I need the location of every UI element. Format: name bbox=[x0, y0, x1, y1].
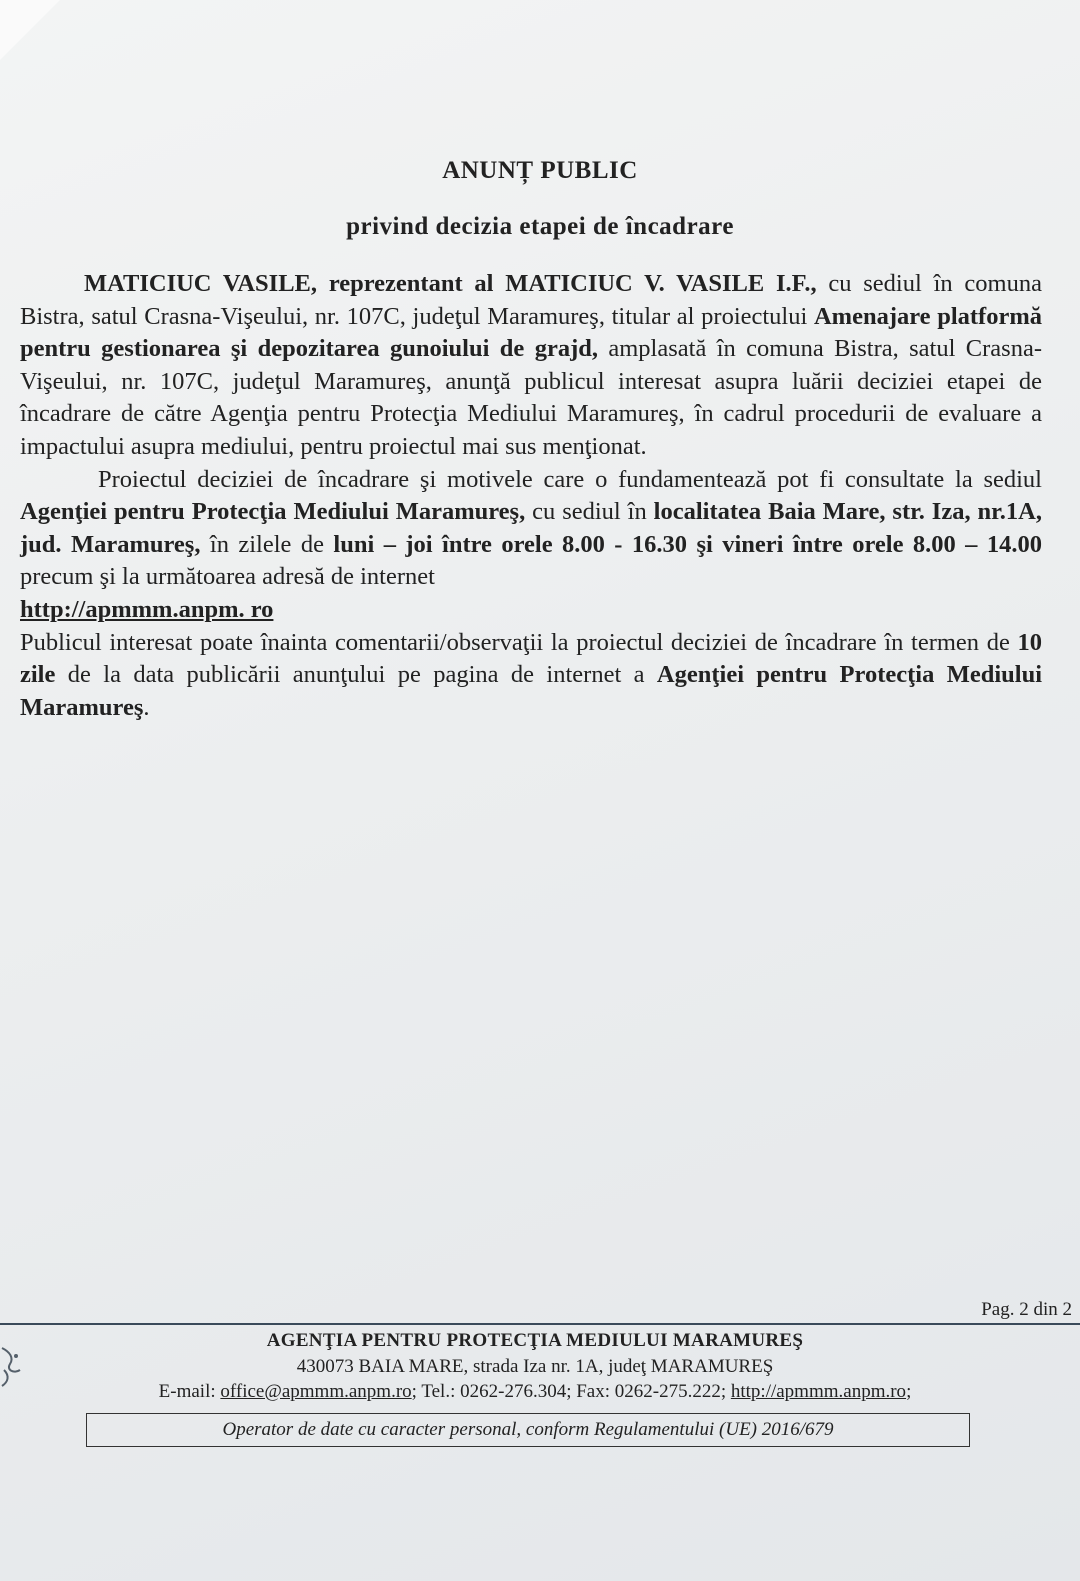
paragraph-1 bbox=[20, 268, 1042, 464]
p2-bold-agency: Agenţiei pentru Protecţia Mediului Maramureş, bbox=[20, 498, 526, 526]
p3-text-c: . bbox=[143, 693, 150, 721]
page-corner bbox=[0, 0, 60, 60]
document-title: ANUNȚ PUBLIC bbox=[442, 157, 638, 184]
p1-text-a: cu sediul în comuna Bistra, satul Crasna-Vişeului, nr. 107C, judeţul Maramureş, titular al proiectului bbox=[20, 270, 1042, 330]
footer-email-link[interactable]: office@apmmm.anpm.ro bbox=[220, 1381, 412, 1402]
p3-bold-days: 10 zile bbox=[20, 628, 1042, 689]
footer-divider bbox=[0, 1323, 1080, 1325]
p2-text-b: cu sediul în bbox=[525, 498, 654, 526]
data-operator-disclaimer: Operator de date cu caracter personal, conform Regulamentului (UE) 2016/679 bbox=[86, 1413, 970, 1447]
footer-address: 430073 BAIA MARE, strada Iza nr. 1A, judeţ MARAMUREŞ bbox=[296, 1356, 774, 1377]
footer-website-link[interactable]: http://apmmm.anpm.ro bbox=[730, 1381, 907, 1402]
p3-bold-agency: Agenţiei pentru Protecţia Mediului Maramureş bbox=[20, 661, 1042, 721]
p2-text-c: în zilele de bbox=[200, 530, 334, 558]
p3-text-b: de la data publicării anunţului pe pagina de internet a bbox=[55, 661, 657, 689]
p2-text-d: precum şi la următoarea adresă de internet bbox=[20, 563, 435, 591]
paragraph-2 bbox=[20, 464, 1042, 627]
p1-bold-applicant: MATICIUC VASILE, reprezentant al MATICIUC V. VASILE I.F., bbox=[84, 270, 817, 297]
agency-logo-icon bbox=[0, 1340, 26, 1390]
footer-agency-name: AGENŢIA PENTRU PROTECŢIA MEDIULUI MARAMUREŞ bbox=[266, 1330, 804, 1351]
website-link[interactable]: http://apmmm.anpm. ro bbox=[20, 595, 274, 623]
page-number: Pag. 2 din 2 bbox=[981, 1299, 1072, 1320]
footer-website-suffix: ; bbox=[906, 1381, 912, 1402]
paragraph-3 bbox=[20, 627, 1042, 725]
document-subtitle: privind decizia etapei de încadrare bbox=[346, 213, 734, 240]
footer-phones: ; Tel.: 0262-276.304; Fax: 0262-275.222; bbox=[411, 1381, 731, 1402]
p2-text-a: Proiectul deciziei de încadrare şi motivele care o fundamentează pot fi consultate la sediul bbox=[98, 465, 1042, 493]
p2-bold-address: localitatea Baia Mare, str. Iza, nr.1A, jud. Maramureş, bbox=[20, 498, 1042, 558]
p1-text-b: amplasată în comuna Bistra, satul Crasna-Vişeului, nr. 107C, judeţul Maramureş, anunţă publicul interesat asupra luării deciziei etapei de încadrare de către Agenţia pentru Protecţia Mediului Maramureş, în cadrul procedurii de evaluare a impactului asupra mediului, pentru proiectul mai sus menţionat. bbox=[20, 335, 1042, 460]
document-body bbox=[20, 268, 1042, 724]
p1-bold-project: Amenajare platformă pentru gestionarea şi depozitarea gunoiului de grajd, bbox=[20, 302, 1042, 363]
footer-email-label: E-mail: bbox=[158, 1381, 221, 1402]
p2-bold-hours: luni – joi între orele 8.00 - 16.30 şi vineri între orele 8.00 – 14.00 bbox=[333, 530, 1042, 558]
footer-contacts bbox=[60, 1379, 1010, 1404]
p3-text-a: Publicul interesat poate înainta comentarii/observaţii la proiectul deciziei de încadrare în termen de bbox=[20, 628, 1018, 656]
